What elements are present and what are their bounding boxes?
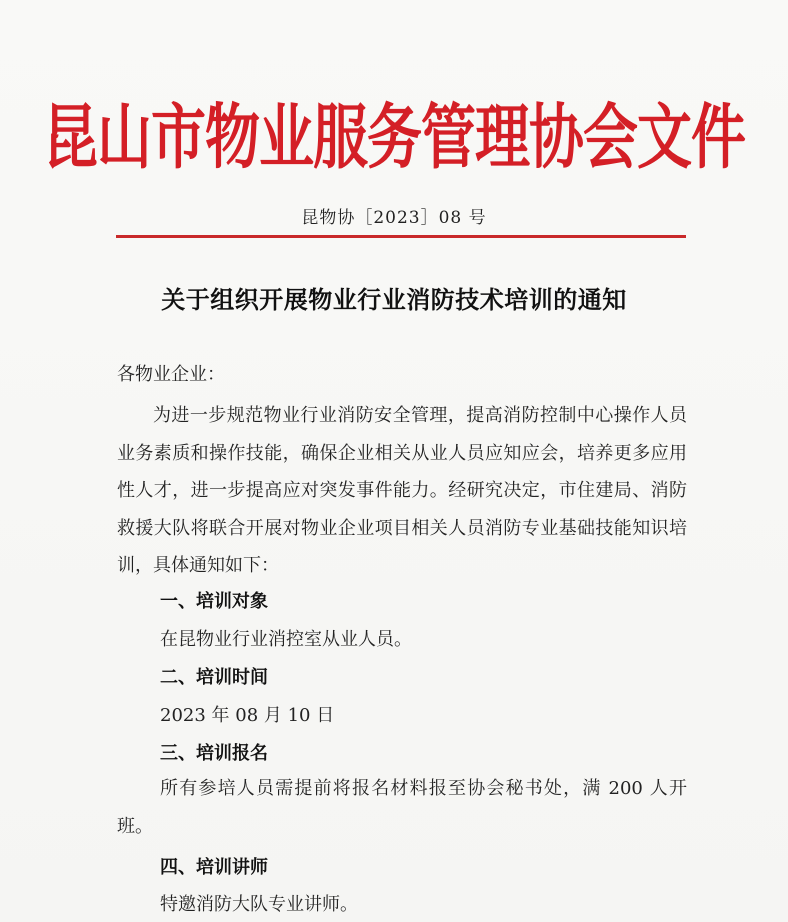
intro-paragraph: 为进一步规范物业行业消防安全管理，提高消防控制中心操作人员业务素质和操作技能，确保企业相关从业人员应知应会，培养更多应用性人才，进一步提高应对突发事件能力。经研究决定，市住建局、消防救援大队将联合开展对物业企业项目相关人员消防专业基础技能知识培训，具体通知如下： bbox=[117, 405, 687, 576]
section-text-4: 特邀消防大队专业讲师。 bbox=[160, 894, 358, 915]
document-number: 昆物协［2023］08 号 bbox=[301, 208, 487, 228]
salutation: 各物业企业： bbox=[117, 364, 225, 385]
section-heading-1: 一、培训对象 bbox=[160, 591, 268, 612]
section-text-3: 所有参培人员需提前将报名材料报至协会秘书处，满 200 人开班。 bbox=[117, 778, 687, 837]
notice-title: 关于组织开展物业行业消防技术培训的通知 bbox=[161, 285, 627, 314]
section-text-2: 2023 年 08 月 10 日 bbox=[160, 705, 335, 726]
org-letterhead-title: 昆山市物业服务管理协会文件 bbox=[42, 96, 745, 179]
letterhead-divider bbox=[116, 235, 686, 238]
section-heading-2: 二、培训时间 bbox=[160, 667, 268, 688]
section-heading-3: 三、培训报名 bbox=[160, 743, 268, 764]
section-text-1: 在昆物业行业消控室从业人员。 bbox=[160, 629, 412, 650]
section-heading-4: 四、培训讲师 bbox=[160, 857, 268, 878]
